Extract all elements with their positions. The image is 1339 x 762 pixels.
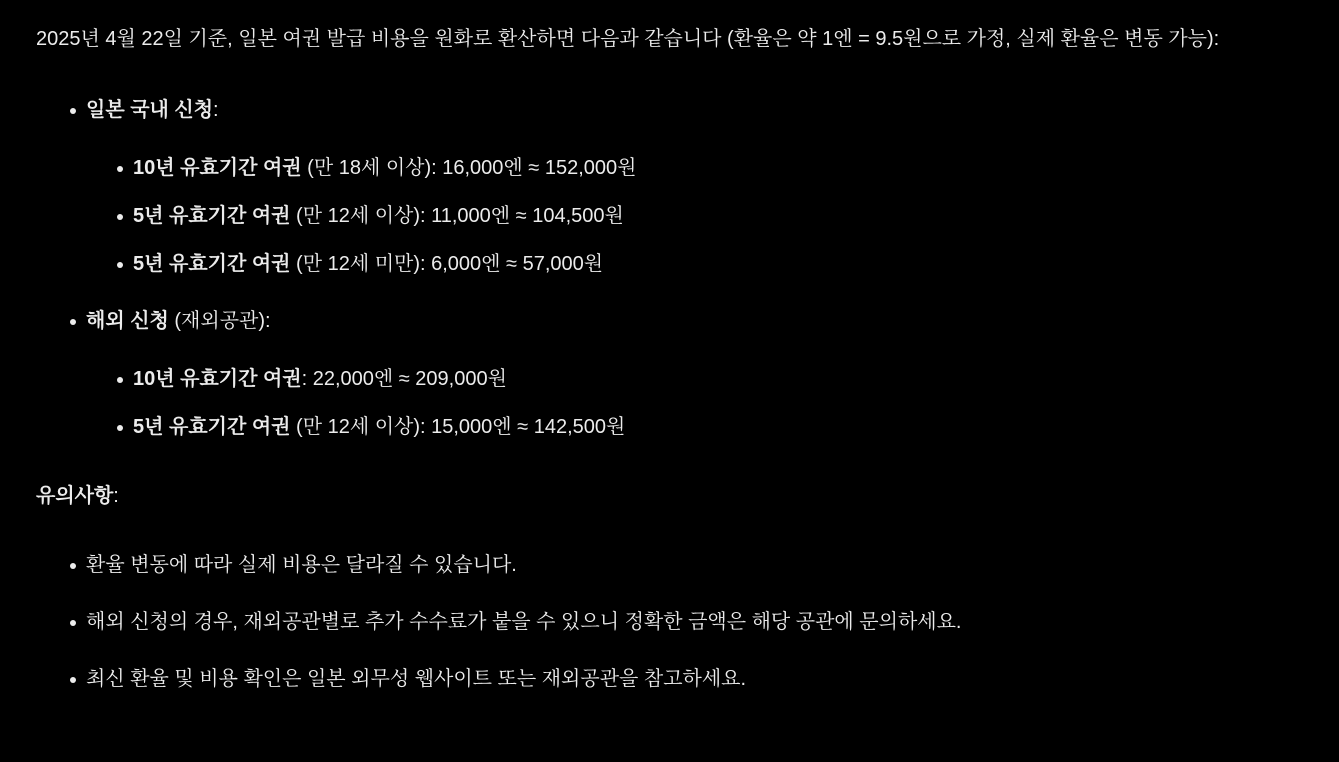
fee-item-name: 5년 유효기간 여권 (133, 205, 291, 227)
fees-sublist-domestic (86, 151, 1303, 282)
fees-section-title-rest: : (213, 99, 219, 121)
intro-paragraph: 2025년 4월 22일 기준, 일본 여권 발급 비용을 원화로 환산하면 다음과 같습니다 (환율은 약 1엔 = 9.5원으로 가정, 실제 환율은 변동 가능): (36, 28, 1220, 50)
fee-item (133, 410, 1303, 445)
note-item: 환율 변동에 따라 실제 비용은 달라질 수 있습니다. (86, 548, 1303, 583)
fees-sublist-overseas (86, 362, 1303, 445)
fee-item (133, 199, 1303, 234)
fee-item-detail: (만 12세 이상): 15,000엔 ≈ 142,500원 (290, 416, 626, 438)
fee-item-detail: (만 12세 이상): 11,000엔 ≈ 104,500원 (290, 205, 624, 227)
note-item: 최신 환율 및 비용 확인은 일본 외무성 웹사이트 또는 재외공관을 참고하세요. (86, 662, 1303, 697)
notes-heading (36, 479, 1303, 514)
fee-item-name: 10년 유효기간 여권 (133, 368, 302, 390)
fee-item-detail: : 22,000엔 ≈ 209,000원 (301, 368, 507, 390)
notes-heading-text: 유의사항 (36, 485, 114, 507)
fees-section-title-rest: (재외공관): (168, 310, 271, 332)
fee-item-detail: (만 12세 미만): 6,000엔 ≈ 57,000원 (290, 253, 604, 275)
notes-heading-colon: : (113, 485, 119, 507)
fee-item-detail: (만 18세 이상): 16,000엔 ≈ 152,000원 (301, 157, 637, 179)
fee-item (133, 362, 1303, 397)
fees-section-title: 해외 신청 (86, 310, 169, 332)
fees-list (36, 93, 1303, 445)
fee-item (133, 247, 1303, 282)
fee-item-name: 5년 유효기간 여권 (133, 416, 291, 438)
fees-section-domestic (86, 93, 1303, 282)
fees-section-title: 일본 국내 신청 (86, 99, 214, 121)
note-item: 해외 신청의 경우, 재외공관별로 추가 수수료가 붙을 수 있으니 정확한 금액은 해당 공관에 문의하세요. (86, 605, 1303, 640)
fee-item-name: 10년 유효기간 여권 (133, 157, 302, 179)
fees-section-overseas (86, 304, 1303, 445)
fee-item-name: 5년 유효기간 여권 (133, 253, 291, 275)
notes-list (36, 548, 1303, 697)
fee-item (133, 151, 1303, 186)
